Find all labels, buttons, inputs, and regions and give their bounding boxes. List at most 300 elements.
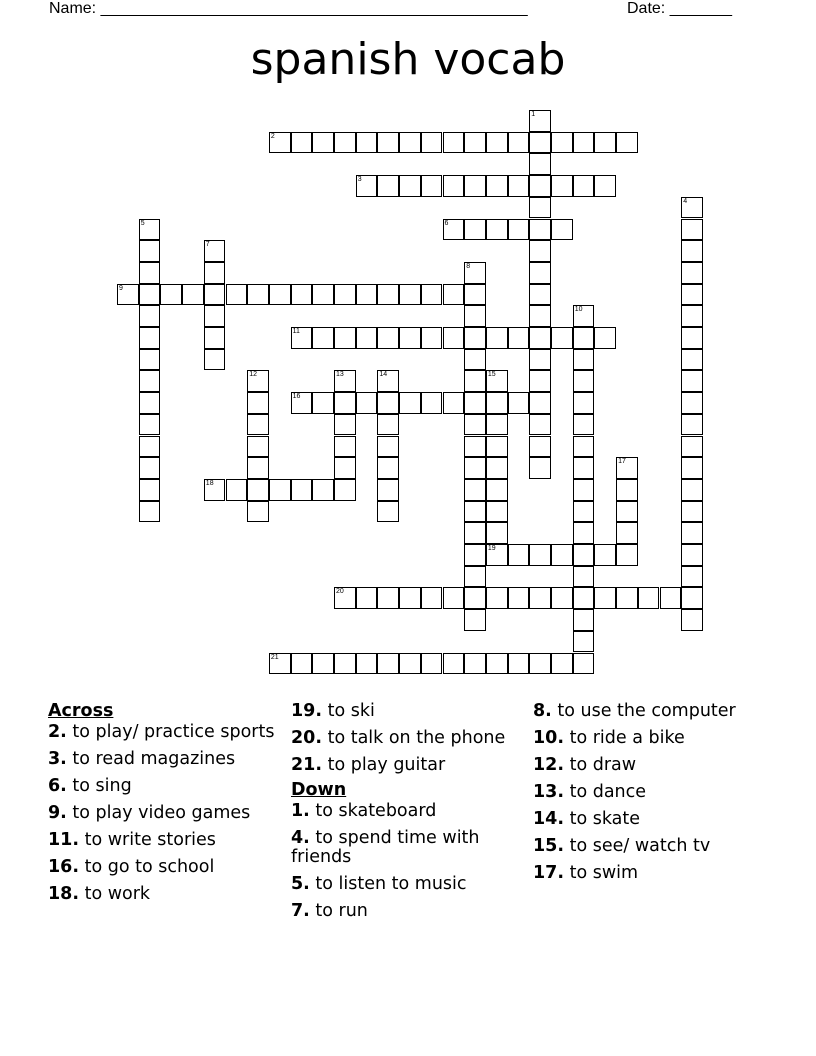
crossword-cell[interactable] — [529, 653, 551, 675]
crossword-cell[interactable] — [573, 349, 595, 371]
crossword-cell[interactable] — [117, 284, 139, 306]
cell-number: 20 — [336, 588, 344, 596]
date-blank[interactable]: _______ — [669, 0, 732, 17]
clue-text: to ski — [322, 701, 375, 721]
crossword-cell[interactable] — [334, 479, 356, 501]
crossword-cell[interactable] — [594, 132, 616, 154]
clue-number: 19. — [291, 701, 323, 721]
crossword-cell[interactable] — [247, 457, 269, 479]
crossword-cell[interactable] — [486, 370, 508, 392]
crossword-cell[interactable] — [377, 284, 399, 306]
crossword-cell[interactable] — [399, 284, 421, 306]
crossword-cell[interactable] — [551, 175, 573, 197]
clue-item — [291, 802, 541, 821]
clue-column-2 — [291, 702, 541, 929]
crossword-cell[interactable] — [681, 284, 703, 306]
crossword-cell[interactable] — [486, 175, 508, 197]
clue-item — [533, 783, 783, 802]
clue-list — [291, 702, 541, 775]
crossword-cell[interactable] — [594, 175, 616, 197]
crossword-cell[interactable] — [139, 262, 161, 284]
crossword-cell[interactable] — [464, 305, 486, 327]
crossword-cell[interactable] — [529, 197, 551, 219]
crossword-cell[interactable] — [291, 132, 313, 154]
crossword-cell[interactable] — [508, 219, 530, 241]
cell-number: 6 — [444, 219, 449, 227]
crossword-cell[interactable] — [204, 327, 226, 349]
crossword-cell[interactable] — [139, 457, 161, 479]
crossword-cell[interactable] — [529, 414, 551, 436]
crossword-cell[interactable] — [421, 284, 443, 306]
crossword-cell[interactable] — [529, 349, 551, 371]
crossword-cell[interactable] — [616, 587, 638, 609]
clue-item — [533, 837, 783, 856]
crossword-cell[interactable] — [573, 327, 595, 349]
clue-item — [48, 885, 298, 904]
crossword-cell[interactable] — [399, 392, 421, 414]
crossword-cell[interactable] — [486, 522, 508, 544]
crossword-cell[interactable] — [681, 262, 703, 284]
crossword-cell[interactable] — [421, 327, 443, 349]
crossword-cell[interactable] — [486, 653, 508, 675]
crossword-cell[interactable] — [573, 414, 595, 436]
crossword-cell[interactable] — [356, 587, 378, 609]
cell-number: 17 — [618, 458, 626, 466]
clue-text: to spend time with friends — [291, 828, 480, 867]
crossword-cell[interactable] — [529, 153, 551, 175]
crossword-cell[interactable] — [443, 284, 465, 306]
clue-item — [533, 864, 783, 883]
crossword-cell[interactable] — [139, 479, 161, 501]
crossword-cell[interactable] — [616, 544, 638, 566]
crossword-cell[interactable] — [377, 327, 399, 349]
crossword-cell[interactable] — [681, 414, 703, 436]
crossword-cell[interactable] — [139, 284, 161, 306]
crossword-cell[interactable] — [464, 566, 486, 588]
crossword-cell[interactable] — [377, 653, 399, 675]
clue-item — [533, 729, 783, 748]
crossword-cell[interactable] — [139, 370, 161, 392]
crossword-cell[interactable] — [464, 392, 486, 414]
crossword-cell[interactable] — [377, 132, 399, 154]
crossword-cell[interactable] — [594, 587, 616, 609]
crossword-cell[interactable] — [681, 305, 703, 327]
clue-list — [291, 802, 541, 921]
cell-number: 1 — [531, 111, 536, 118]
crossword-cell[interactable] — [529, 284, 551, 306]
crossword-cell[interactable] — [334, 392, 356, 414]
crossword-cell[interactable] — [226, 284, 248, 306]
crossword-cell[interactable] — [573, 653, 595, 675]
crossword-cell[interactable] — [399, 587, 421, 609]
crossword-cell[interactable] — [464, 457, 486, 479]
crossword-cell[interactable] — [226, 479, 248, 501]
crossword-cell[interactable] — [464, 284, 486, 306]
crossword-cell[interactable] — [464, 349, 486, 371]
clue-text: to see/ watch tv — [564, 836, 711, 856]
crossword-cell[interactable] — [291, 479, 313, 501]
crossword-cell[interactable] — [247, 501, 269, 523]
crossword-cell[interactable] — [681, 609, 703, 631]
crossword-cell[interactable] — [443, 392, 465, 414]
crossword-cell[interactable] — [269, 479, 291, 501]
crossword-cell[interactable] — [312, 327, 334, 349]
crossword-cell[interactable] — [464, 587, 486, 609]
clue-text: to play guitar — [322, 755, 446, 775]
clue-item — [48, 804, 298, 823]
crossword-cell[interactable] — [399, 653, 421, 675]
cell-number: 5 — [140, 219, 145, 227]
crossword-cell[interactable] — [443, 587, 465, 609]
clue-item — [48, 777, 298, 796]
crossword-cell[interactable] — [312, 132, 334, 154]
crossword-cell[interactable] — [486, 479, 508, 501]
cell-number: 21 — [270, 653, 279, 661]
clue-text: to write stories — [79, 830, 216, 850]
crossword-cell[interactable] — [681, 392, 703, 414]
clue-text: to sing — [66, 776, 132, 796]
crossword-cell[interactable] — [443, 653, 465, 675]
crossword-cell[interactable] — [573, 631, 595, 653]
crossword-cell[interactable] — [529, 436, 551, 458]
crossword-cell[interactable] — [247, 284, 269, 306]
crossword-cell[interactable] — [247, 370, 269, 392]
clue-number: 13. — [533, 782, 565, 802]
crossword-cell[interactable] — [377, 414, 399, 436]
crossword-cell[interactable] — [573, 566, 595, 588]
crossword-cell[interactable] — [529, 240, 551, 262]
crossword-cell[interactable] — [334, 327, 356, 349]
crossword-cell[interactable] — [139, 414, 161, 436]
crossword-cell[interactable] — [681, 370, 703, 392]
crossword-cell[interactable] — [681, 240, 703, 262]
crossword-cell[interactable] — [139, 392, 161, 414]
crossword-cell[interactable] — [529, 392, 551, 414]
crossword-cell[interactable] — [139, 349, 161, 371]
name-label: Name: — [49, 0, 97, 17]
crossword-cell[interactable] — [681, 501, 703, 523]
crossword-cell[interactable] — [508, 175, 530, 197]
clue-text: to skateboard — [309, 801, 437, 821]
crossword-cell[interactable] — [204, 284, 226, 306]
crossword-cell[interactable] — [291, 284, 313, 306]
crossword-cell[interactable] — [529, 132, 551, 154]
crossword-cell[interactable] — [377, 587, 399, 609]
crossword-cell[interactable] — [486, 392, 508, 414]
crossword-cell[interactable] — [139, 305, 161, 327]
crossword-cell[interactable] — [529, 457, 551, 479]
crossword-cell[interactable] — [377, 501, 399, 523]
crossword-cell[interactable] — [421, 132, 443, 154]
crossword-cell[interactable] — [312, 653, 334, 675]
crossword-cell[interactable] — [573, 609, 595, 631]
cell-number: 14 — [379, 371, 388, 379]
crossword-cell[interactable] — [421, 587, 443, 609]
crossword-cell[interactable] — [377, 436, 399, 458]
crossword-cell[interactable] — [269, 132, 291, 154]
crossword-cell[interactable] — [334, 284, 356, 306]
crossword-cell[interactable] — [573, 175, 595, 197]
crossword-cell[interactable] — [573, 522, 595, 544]
crossword-cell[interactable] — [182, 284, 204, 306]
crossword-cell[interactable] — [247, 479, 269, 501]
clue-number: 3. — [48, 749, 67, 769]
crossword-cell[interactable] — [681, 587, 703, 609]
crossword-cell[interactable] — [377, 392, 399, 414]
clue-text: to swim — [564, 863, 639, 883]
cell-number: 3 — [357, 176, 362, 184]
crossword-cell[interactable] — [334, 370, 356, 392]
crossword-cell[interactable] — [681, 349, 703, 371]
crossword-cell[interactable] — [681, 327, 703, 349]
crossword-cell[interactable] — [508, 587, 530, 609]
clue-text: to play/ practice sports — [66, 722, 275, 742]
crossword-cell[interactable] — [421, 653, 443, 675]
clue-item — [291, 875, 541, 894]
clue-number: 9. — [48, 803, 67, 823]
clue-number: 1. — [291, 801, 310, 821]
crossword-cell[interactable] — [356, 175, 378, 197]
crossword-cell[interactable] — [312, 479, 334, 501]
crossword-cell[interactable] — [508, 392, 530, 414]
cell-number: 7 — [205, 241, 210, 249]
crossword-cell[interactable] — [529, 327, 551, 349]
crossword-cell[interactable] — [529, 544, 551, 566]
crossword-cell[interactable] — [529, 262, 551, 284]
crossword-cell[interactable] — [334, 587, 356, 609]
clue-number: 6. — [48, 776, 67, 796]
crossword-cell[interactable] — [464, 370, 486, 392]
crossword-cell[interactable] — [204, 305, 226, 327]
crossword-cell[interactable] — [464, 653, 486, 675]
crossword-cell[interactable] — [464, 414, 486, 436]
crossword-cell[interactable] — [573, 457, 595, 479]
crossword-cell[interactable] — [681, 197, 703, 219]
crossword-cell[interactable] — [399, 175, 421, 197]
crossword-cell[interactable] — [529, 175, 551, 197]
crossword-cell[interactable] — [464, 436, 486, 458]
crossword-cell[interactable] — [616, 479, 638, 501]
crossword-cell[interactable] — [247, 392, 269, 414]
crossword-cell[interactable] — [377, 370, 399, 392]
crossword-cell[interactable] — [204, 479, 226, 501]
clue-number: 8. — [533, 701, 552, 721]
crossword-cell[interactable] — [508, 653, 530, 675]
crossword-cell[interactable] — [486, 132, 508, 154]
crossword-cell[interactable] — [616, 501, 638, 523]
crossword-cell[interactable] — [616, 132, 638, 154]
crossword-cell[interactable] — [464, 219, 486, 241]
crossword-cell[interactable] — [399, 327, 421, 349]
crossword-cell[interactable] — [334, 132, 356, 154]
cell-number: 4 — [683, 197, 688, 205]
crossword-cell[interactable] — [573, 392, 595, 414]
crossword-cell[interactable] — [443, 175, 465, 197]
crossword-cell[interactable] — [139, 436, 161, 458]
crossword-cell[interactable] — [681, 436, 703, 458]
crossword-cell[interactable] — [508, 327, 530, 349]
cell-number: 9 — [119, 284, 123, 292]
crossword-cell[interactable] — [139, 327, 161, 349]
clue-item — [533, 756, 783, 775]
crossword-cell[interactable] — [247, 414, 269, 436]
crossword-cell[interactable] — [464, 522, 486, 544]
crossword-cell[interactable] — [660, 587, 682, 609]
clue-number: 4. — [291, 828, 310, 848]
crossword-cell[interactable] — [377, 479, 399, 501]
crossword-cell[interactable] — [681, 457, 703, 479]
crossword-cell[interactable] — [247, 436, 269, 458]
crossword-cell[interactable] — [529, 110, 551, 132]
clue-text: to read magazines — [66, 749, 236, 769]
crossword-cell[interactable] — [464, 501, 486, 523]
crossword-cell[interactable] — [638, 587, 660, 609]
crossword-cell[interactable] — [486, 414, 508, 436]
crossword-cell[interactable] — [312, 284, 334, 306]
crossword-cell[interactable] — [681, 479, 703, 501]
crossword-cell[interactable] — [486, 501, 508, 523]
clue-column-1 — [48, 702, 298, 912]
crossword-cell[interactable] — [529, 370, 551, 392]
crossword-cell[interactable] — [616, 522, 638, 544]
crossword-cell[interactable] — [573, 305, 595, 327]
clue-number: 21. — [291, 755, 323, 775]
crossword-cell[interactable] — [269, 653, 291, 675]
crossword-cell[interactable] — [464, 262, 486, 284]
crossword-cell[interactable] — [312, 392, 334, 414]
crossword-cell[interactable] — [529, 219, 551, 241]
page-title: spanish vocab — [250, 34, 566, 85]
crossword-cell[interactable] — [443, 219, 465, 241]
clue-text: to skate — [564, 809, 641, 829]
crossword-cell[interactable] — [594, 544, 616, 566]
clue-number: 2. — [48, 722, 67, 742]
cell-number: 13 — [336, 371, 344, 379]
crossword-cell[interactable] — [551, 653, 573, 675]
crossword-cell[interactable] — [573, 544, 595, 566]
clue-item — [291, 756, 541, 775]
crossword-cell[interactable] — [356, 392, 378, 414]
crossword-cell[interactable] — [139, 219, 161, 241]
clue-item — [291, 702, 541, 721]
crossword-cell[interactable] — [681, 544, 703, 566]
crossword-cell[interactable] — [204, 349, 226, 371]
crossword-cell[interactable] — [160, 284, 182, 306]
crossword-cell[interactable] — [334, 414, 356, 436]
crossword-cell[interactable] — [529, 305, 551, 327]
crossword-cell[interactable] — [551, 544, 573, 566]
crossword-cell[interactable] — [486, 219, 508, 241]
crossword-cell[interactable] — [573, 370, 595, 392]
clue-text: to use the computer — [551, 701, 736, 721]
crossword-cell[interactable] — [443, 132, 465, 154]
crossword-cell[interactable] — [334, 653, 356, 675]
crossword-cell[interactable] — [508, 544, 530, 566]
crossword-cell[interactable] — [291, 392, 313, 414]
clue-text: to dance — [564, 782, 647, 802]
crossword-cell[interactable] — [464, 609, 486, 631]
crossword-cell[interactable] — [486, 457, 508, 479]
crossword-cell[interactable] — [529, 587, 551, 609]
crossword-cell[interactable] — [464, 132, 486, 154]
crossword-cell[interactable] — [291, 653, 313, 675]
crossword-cell[interactable] — [486, 327, 508, 349]
clue-text: to listen to music — [309, 874, 467, 894]
crossword-cell[interactable] — [204, 262, 226, 284]
clue-text: to work — [79, 884, 151, 904]
crossword-cell[interactable] — [377, 175, 399, 197]
crossword-cell[interactable] — [681, 219, 703, 241]
crossword-cell[interactable] — [551, 132, 573, 154]
crossword-cell[interactable] — [551, 587, 573, 609]
crossword-cell[interactable] — [616, 457, 638, 479]
crossword-cell[interactable] — [291, 327, 313, 349]
crossword-cell[interactable] — [464, 544, 486, 566]
crossword-cell[interactable] — [421, 175, 443, 197]
crossword-cell[interactable] — [421, 392, 443, 414]
crossword-cell[interactable] — [356, 653, 378, 675]
crossword-cell[interactable] — [594, 327, 616, 349]
crossword-cell[interactable] — [464, 479, 486, 501]
cell-number: 8 — [466, 262, 471, 270]
down-heading: Down — [291, 780, 347, 800]
crossword-cell[interactable] — [508, 132, 530, 154]
crossword-cell[interactable] — [356, 132, 378, 154]
clue-item — [48, 750, 298, 769]
name-blank[interactable]: ________________________________________________ — [100, 0, 528, 17]
crossword-cell[interactable] — [573, 132, 595, 154]
clue-item — [291, 829, 541, 867]
clue-number: 14. — [533, 809, 565, 829]
crossword-cell[interactable] — [356, 284, 378, 306]
crossword-cell[interactable] — [573, 587, 595, 609]
clue-item — [48, 831, 298, 850]
crossword-cell[interactable] — [399, 132, 421, 154]
crossword-cell[interactable] — [486, 587, 508, 609]
clue-number: 20. — [291, 728, 323, 748]
clue-number: 17. — [533, 863, 565, 883]
crossword-cell[interactable] — [443, 327, 465, 349]
crossword-cell[interactable] — [464, 327, 486, 349]
crossword-cell[interactable] — [269, 284, 291, 306]
cell-number: 11 — [292, 328, 300, 335]
crossword-cell[interactable] — [551, 327, 573, 349]
clue-list — [533, 702, 783, 883]
clue-text: to play video games — [66, 803, 251, 823]
crossword-cell[interactable] — [681, 522, 703, 544]
clue-text: to run — [309, 901, 368, 921]
crossword-cell[interactable] — [334, 436, 356, 458]
crossword-cell[interactable] — [334, 457, 356, 479]
crossword-cell[interactable] — [139, 240, 161, 262]
crossword-cell[interactable] — [573, 479, 595, 501]
crossword-cell[interactable] — [377, 457, 399, 479]
crossword-cell[interactable] — [551, 219, 573, 241]
crossword-cell[interactable] — [681, 566, 703, 588]
crossword-cell[interactable] — [486, 544, 508, 566]
crossword-cell[interactable] — [573, 501, 595, 523]
crossword-cell[interactable] — [486, 436, 508, 458]
clue-item — [291, 729, 541, 748]
cell-number: 19 — [487, 545, 496, 552]
crossword-cell[interactable] — [204, 240, 226, 262]
crossword-cell[interactable] — [139, 501, 161, 523]
crossword-cell[interactable] — [464, 175, 486, 197]
crossword-cell[interactable] — [356, 327, 378, 349]
crossword-cell[interactable] — [573, 436, 595, 458]
clue-text: to talk on the phone — [322, 728, 506, 748]
clue-number: 5. — [291, 874, 310, 894]
